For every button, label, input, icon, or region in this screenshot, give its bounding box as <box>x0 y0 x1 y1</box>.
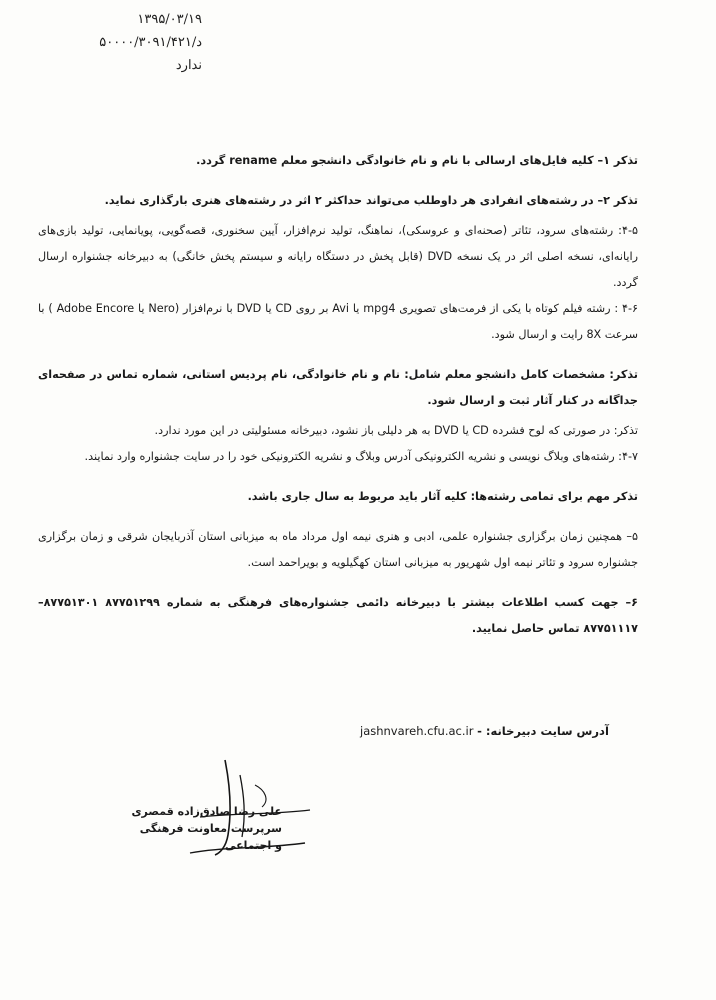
item-4-6: ۴-۶ : رشته فیلم کوتاه با یکی از فرمت‌های تصویری mpg4 یا Avi بر روی CD یا DVD با نرم‌افزار (Nero یا Adobe Encore ) با سرعت 8X رایت و ارسال شود. <box>38 302 638 341</box>
signer-name: علی رضا صادق‌زاده قمصری <box>131 805 282 818</box>
signer-title: سرپرست معاونت فرهنگی <box>139 822 282 835</box>
letter-attachment: ندارد <box>175 58 202 73</box>
signature-text <box>131 803 282 854</box>
letter-date: ۱۳۹۵/۰۳/۱۹ <box>137 12 202 27</box>
website-label: آدرس سایت دبیرخانه: - <box>477 724 609 738</box>
letter-meta <box>62 8 202 77</box>
important-note: تذکر مهم برای تمامی رشته‌ها: کلیه آثار باید مربوط به سال جاری باشد. <box>247 490 638 503</box>
item-4-5: ۴-۵: رشته‌های سرود، تئاتر (صحنه‌ای و عروسکی)، نماهنگ، تولید نرم‌افزار، آیین سخنوری، قصه‌گویی، پویانمایی، تولید بازی‌های رایانه‌ای، نسخه اصلی اثر در یک نسخه DVD (قابل پخش در دستگاه رایانه و سیستم پخش خانگی) به دبیرخانه جشنواره ارسال گردد. <box>38 224 638 289</box>
note-cd: تذکر: در صورتی که لوح فشرده CD یا DVD به هر دلیلی باز نشود، دبیرخانه مسئولیتی در این مورد ندارد. <box>154 424 638 437</box>
letter-number: ۵۰۰۰۰/۳۰۹۱/۴۲۱/د <box>99 35 202 50</box>
website-line <box>360 724 609 738</box>
item-6: ۶– جهت کسب اطلاعات بیشتر با دبیرخانه دائمی جشنواره‌های فرهنگی به شماره ۸۷۷۵۱۲۹۹ ۸۷۷۵۱۳۰۱– ۸۷۷۵۱۱۱۷ تماس حاصل نمایید. <box>38 596 638 635</box>
letter-body <box>38 148 638 642</box>
signature-block <box>131 755 320 865</box>
note-1: تذکر ۱– کلیه فایل‌های ارسالی با نام و نام خانوادگی دانشجو معلم rename گردد. <box>196 154 638 167</box>
item-5: ۵– همچنین زمان برگزاری جشنواره علمی، ادبی و هنری نیمه اول مرداد ماه به میزبانی استان آذربایجان شرقی و زمان برگزاری جشنواره سرود و تئاتر نیمه اول شهریور به میزبانی استان کهگیلویه و بویراحمد است. <box>38 530 638 569</box>
item-4-7: ۴-۷: رشته‌های وبلاگ نویسی و نشریه الکترونیکی آدرس وبلاگ و نشریه الکترونیکی خود را در سایت جشنواره وارد نمایند. <box>84 450 638 463</box>
note-2: تذکر ۲– در رشته‌های انفرادی هر داوطلب می‌تواند حداکثر ۲ اثر در رشته‌های هنری بارگذاری نماید. <box>104 194 638 207</box>
website-url: jashnvareh.cfu.ac.ir <box>360 724 474 738</box>
note-contact-details: تذکر: مشخصات کامل دانشجو معلم شامل: نام و نام خانوادگی، نام پردیس استانی، شماره تماس در صفحه‌ای جداگانه در کنار آثار ثبت و ارسال شود. <box>38 368 638 407</box>
signer-title-2: و اجتماعی <box>224 839 282 852</box>
